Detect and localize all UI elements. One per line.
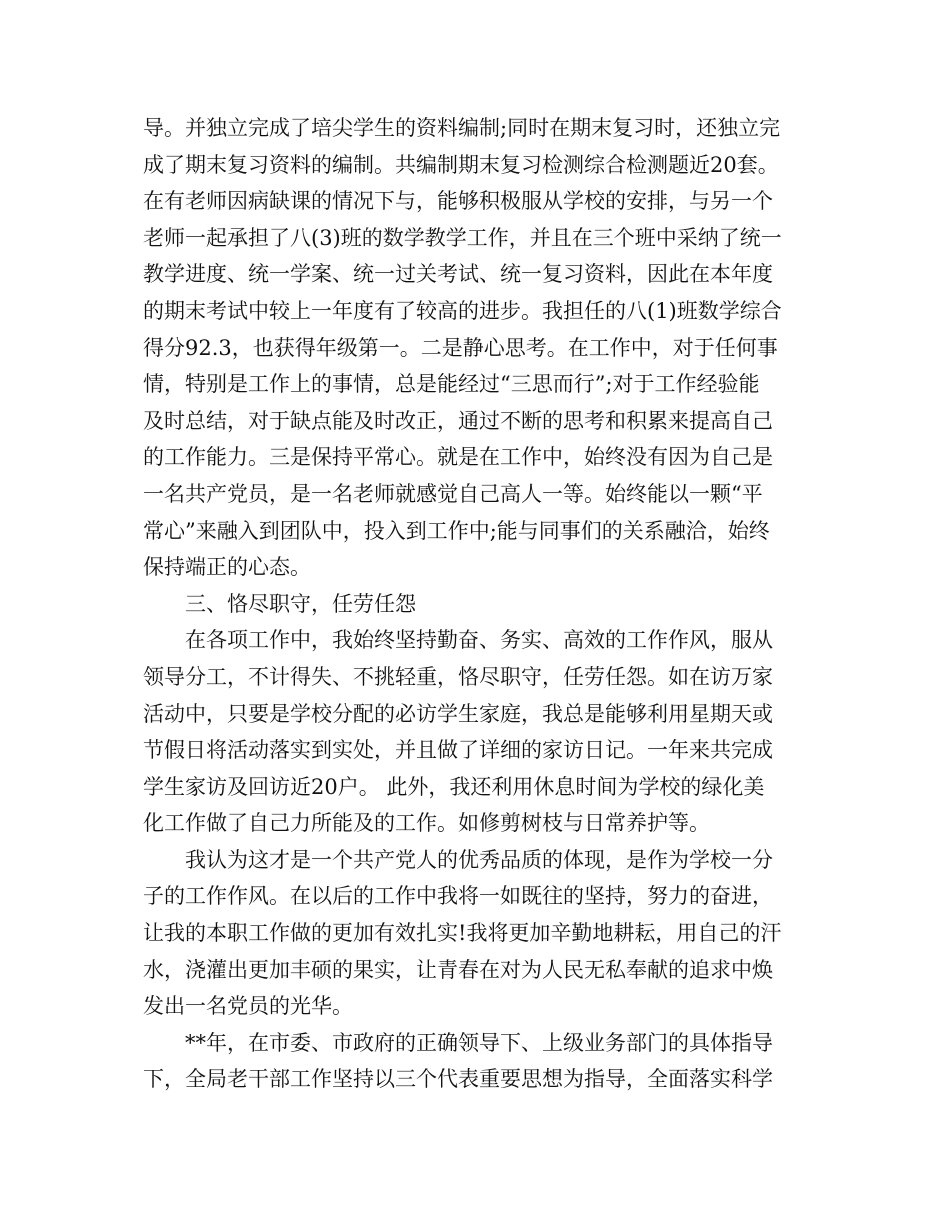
text-line: 成了期末复习资料的编制。共编制期末复习检测综合检测题近20套。 (143, 152, 779, 177)
text-line: 子的工作作风。在以后的工作中我将一如既往的坚持，努力的奋进， (143, 884, 773, 909)
text-line: 发出一名党员的光华。 (143, 994, 353, 1019)
text-line: 活动中，只要是学校分配的必访学生家庭，我总是能够利用星期天或 (143, 701, 773, 726)
text-line: 教学进度、统一学案、统一过关考试、统一复习资料，因此在本年度 (143, 262, 773, 287)
text-line: 水，浇灌出更加丰硕的果实，让青春在对为人民无私奉献的追求中焕 (143, 957, 773, 982)
text-line: 及时总结，对于缺点能及时改正，通过不断的思考和积累来提高自己 (143, 408, 773, 433)
text-line: 情，特别是工作上的事情，总是能经过“三思而行”;对于工作经验能 (143, 372, 760, 397)
text-line: 在各项工作中，我始终坚持勤奋、务实、高效的工作作风，服从 (185, 628, 773, 653)
text-line: 老师一起承担了八(3)班的数学教学工作，并且在三个班中采纳了统一 (143, 225, 782, 250)
text-line: 节假日将活动落实到实处，并且做了详细的家访日记。一年来共完成 (143, 738, 773, 763)
text-line: 的期末考试中较上一年度有了较高的进步。我担任的八(1)班数学综合 (143, 298, 782, 323)
text-line: 三、恪尽职守，任劳任怨 (185, 591, 416, 616)
text-line: 领导分工，不计得失、不挑轻重，恪尽职守，任劳任怨。如在访万家 (143, 664, 773, 689)
text-line: 一名共产党员，是一名老师就感觉自己高人一等。始终能以一颗“平 (143, 481, 763, 506)
text-line: 保持端正的心态。 (143, 555, 311, 580)
text-line: 常心”来融入到团队中，投入到工作中;能与同事们的关系融洽，始终 (143, 518, 770, 543)
text-line: 下，全局老干部工作坚持以三个代表重要思想为指导，全面落实科学 (143, 1067, 773, 1092)
text-line: 让我的本职工作做的更加有效扎实!我将更加辛勤地耕耘，用自己的汗 (143, 921, 782, 946)
text-line: 的工作能力。三是保持平常心。就是在工作中，始终没有因为自己是 (143, 445, 773, 470)
text-line: 化工作做了自己力所能及的工作。如修剪树枝与日常养护等。 (143, 811, 710, 836)
text-line: **年，在市委、市政府的正确领导下、上级业务部门的具体指导 (185, 1030, 773, 1055)
document-body-text (143, 110, 813, 1098)
text-line: 导。并独立完成了培尖学生的资料编制;同时在期末复习时，还独立完 (143, 116, 781, 140)
text-line: 学生家访及回访近20户。 此外，我还利用休息时间为学校的绿化美 (143, 774, 765, 799)
text-line: 在有老师因病缺课的情况下与，能够积极服从学校的安排，与另一个 (143, 189, 773, 214)
text-line: 得分92.3，也获得年级第一。二是静心思考。在工作中，对于任何事 (143, 335, 778, 360)
text-line: 我认为这才是一个共产党人的优秀品质的体现，是作为学校一分 (185, 847, 773, 872)
